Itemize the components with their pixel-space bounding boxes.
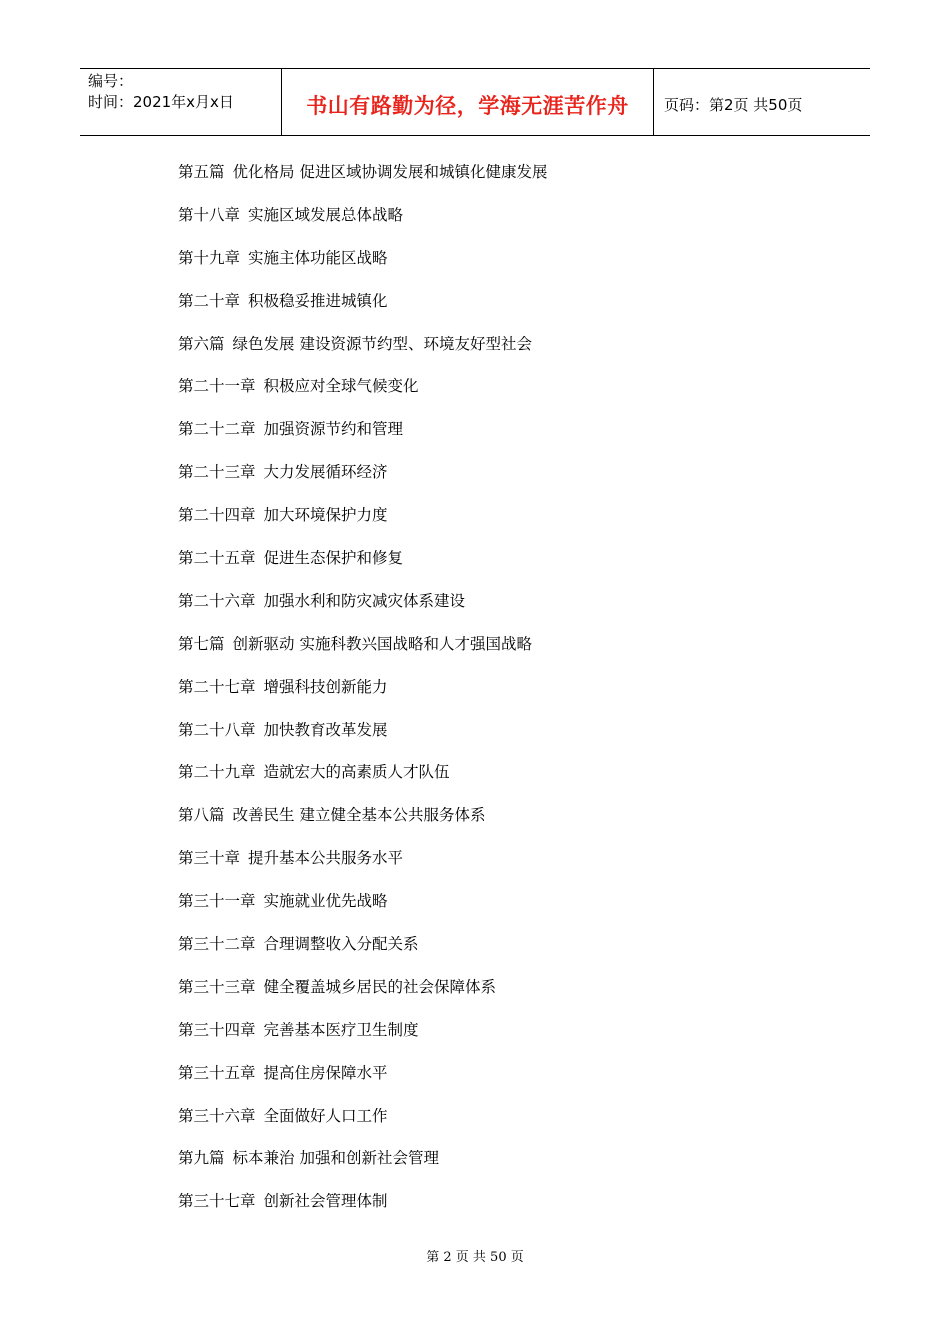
toc-entry-number: 第三十三章 bbox=[178, 977, 256, 996]
toc-entry-title: 促进生态保护和修复 bbox=[263, 549, 404, 568]
toc-entry-title: 提高住房保障水平 bbox=[263, 1063, 388, 1082]
toc-entry-number: 第九篇 bbox=[178, 1149, 225, 1168]
toc-entry-number: 第二十七章 bbox=[178, 677, 256, 696]
toc-entry-number: 第六篇 bbox=[178, 334, 225, 353]
toc-entry-title: 造就宏大的高素质人才队伍 bbox=[263, 763, 450, 782]
toc-entry-title: 积极应对全球气候变化 bbox=[263, 377, 419, 396]
toc-entry-number: 第十九章 bbox=[178, 248, 241, 267]
toc-entry bbox=[178, 544, 547, 587]
toc-entry-number: 第三十六章 bbox=[178, 1106, 256, 1125]
toc-entry bbox=[178, 887, 547, 930]
header-page-info: 页码：第2页 共50页 bbox=[664, 95, 803, 114]
toc-entry-number: 第十八章 bbox=[178, 205, 241, 224]
toc-entry bbox=[178, 501, 547, 544]
toc-entry-number: 第二十五章 bbox=[178, 549, 256, 568]
toc-entry bbox=[178, 415, 547, 458]
toc-entry-title: 提升基本公共服务水平 bbox=[248, 849, 404, 868]
toc-entry-title: 实施就业优先战略 bbox=[263, 892, 388, 911]
toc-entry bbox=[178, 801, 547, 844]
toc-entry-title: 健全覆盖城乡居民的社会保障体系 bbox=[263, 977, 497, 996]
toc-entry-number: 第二十六章 bbox=[178, 591, 256, 610]
toc-entry-title: 合理调整收入分配关系 bbox=[263, 935, 419, 954]
toc-entry-number: 第三十四章 bbox=[178, 1020, 256, 1039]
toc-entry bbox=[178, 244, 547, 287]
serial-label: 编号： bbox=[88, 72, 134, 90]
toc-entry bbox=[178, 1059, 547, 1102]
toc-entry-title: 创新社会管理体制 bbox=[263, 1192, 388, 1211]
toc-entry bbox=[178, 716, 547, 759]
toc-entry-number: 第二十二章 bbox=[178, 420, 256, 439]
toc-entry bbox=[178, 930, 547, 973]
toc-entry-title: 加强资源节约和管理 bbox=[263, 420, 404, 439]
toc-entry-title: 改善民生 建立健全基本公共服务体系 bbox=[232, 806, 486, 825]
toc-entry-number: 第二十四章 bbox=[178, 506, 256, 525]
toc-entry-title: 优化格局 促进区域协调发展和城镇化健康发展 bbox=[232, 163, 548, 181]
toc-entry-title: 积极稳妥推进城镇化 bbox=[248, 291, 388, 310]
toc-entry-number: 第五篇 bbox=[178, 163, 225, 181]
toc-entry-title: 加快教育改革发展 bbox=[263, 720, 388, 739]
toc-entry-title: 完善基本医疗卫生制度 bbox=[263, 1020, 419, 1039]
toc-entry bbox=[178, 287, 547, 330]
header-meta bbox=[80, 69, 281, 135]
toc-entry-title: 加大环境保护力度 bbox=[263, 506, 388, 525]
toc-entry bbox=[178, 973, 547, 1016]
toc-entry-title: 全面做好人口工作 bbox=[263, 1106, 388, 1125]
toc-entry-title: 实施区域发展总体战略 bbox=[248, 205, 404, 224]
toc-entry bbox=[178, 158, 547, 201]
toc-entry bbox=[178, 1102, 547, 1145]
toc-entry bbox=[178, 372, 547, 415]
toc-entry-number: 第二十三章 bbox=[178, 463, 256, 482]
toc-entry-title: 增强科技创新能力 bbox=[263, 677, 388, 696]
page-footer: 第 2 页 共 50 页 bbox=[426, 1250, 524, 1265]
toc-entry bbox=[178, 1187, 547, 1230]
toc-entry bbox=[178, 630, 547, 673]
toc-entry-title: 加强水利和防灾减灾体系建设 bbox=[263, 591, 466, 610]
toc-entry bbox=[178, 1144, 547, 1187]
toc-entry-title: 创新驱动 实施科教兴国战略和人才强国战略 bbox=[232, 634, 532, 653]
header-motto: 书山有路勤为径，学海无涯苦作舟 bbox=[281, 69, 654, 135]
toc-entry-number: 第三十章 bbox=[178, 849, 241, 868]
toc-entry-number: 第二十章 bbox=[178, 291, 241, 310]
toc-entry bbox=[178, 673, 547, 716]
table-of-contents bbox=[178, 158, 547, 1230]
toc-entry bbox=[178, 201, 547, 244]
toc-entry-number: 第二十九章 bbox=[178, 763, 256, 782]
toc-entry bbox=[178, 1016, 547, 1059]
toc-entry-number: 第三十五章 bbox=[178, 1063, 256, 1082]
toc-entry-number: 第七篇 bbox=[178, 634, 225, 653]
toc-entry bbox=[178, 758, 547, 801]
toc-entry-number: 第二十一章 bbox=[178, 377, 256, 396]
toc-entry bbox=[178, 458, 547, 501]
page-header bbox=[80, 68, 870, 136]
toc-entry bbox=[178, 587, 547, 630]
toc-entry-title: 大力发展循环经济 bbox=[263, 463, 388, 482]
toc-entry bbox=[178, 844, 547, 887]
time-label: 时间：2021年x月x日 bbox=[88, 93, 234, 111]
toc-entry-number: 第三十七章 bbox=[178, 1192, 256, 1211]
toc-entry-title: 绿色发展 建设资源节约型、环境友好型社会 bbox=[232, 334, 532, 353]
toc-entry-number: 第三十二章 bbox=[178, 935, 256, 954]
toc-entry-number: 第八篇 bbox=[178, 806, 225, 825]
toc-entry bbox=[178, 330, 547, 373]
toc-entry-title: 实施主体功能区战略 bbox=[248, 248, 388, 267]
toc-entry-number: 第二十八章 bbox=[178, 720, 256, 739]
toc-entry-number: 第三十一章 bbox=[178, 892, 256, 911]
toc-entry-title: 标本兼治 加强和创新社会管理 bbox=[232, 1149, 439, 1168]
